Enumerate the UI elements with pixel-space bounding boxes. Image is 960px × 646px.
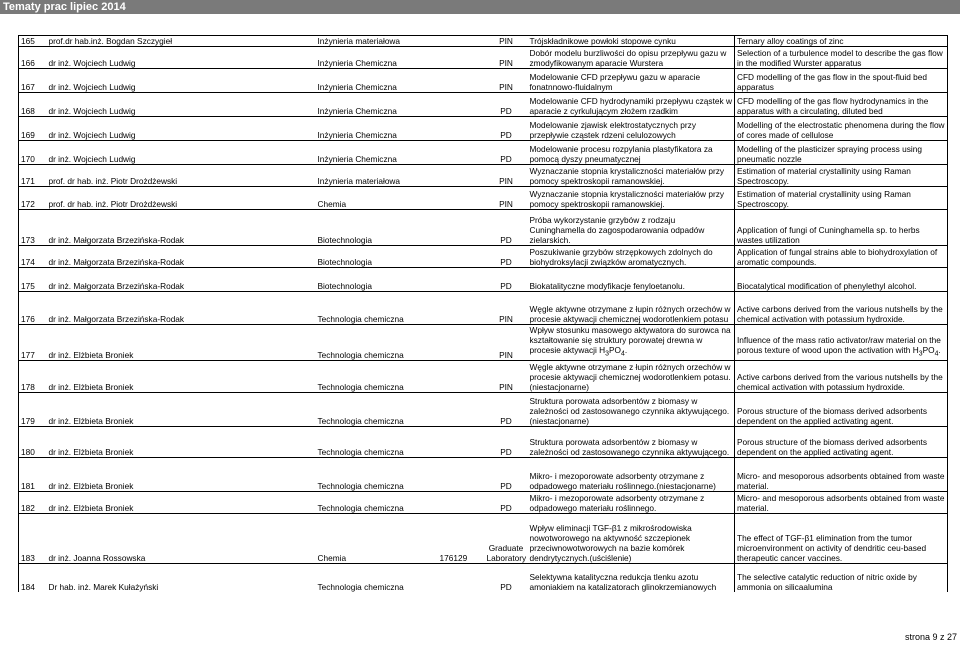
row-number: 179 <box>19 393 47 427</box>
field-of-study: Technologia chemiczna <box>316 427 438 458</box>
row-number: 170 <box>19 141 47 165</box>
row-number: 167 <box>19 69 47 93</box>
title-polish: Próba wykorzystanie grzybów z rodzaju Cuninghamella do zagospodarowania odpadów zielarskich. <box>528 210 735 246</box>
field-of-study: Biotechnologia <box>316 268 438 292</box>
row-number: 174 <box>19 246 47 268</box>
supervisor: prof. dr hab. inż. Piotr Drożdżewski <box>47 165 316 187</box>
title-english: Influence of the mass ratio activator/raw material on the porous texture of wood upon the activation with $H_3PO_4$. <box>735 325 948 361</box>
table-row <box>19 69 948 93</box>
field-of-study: Biotechnologia <box>316 210 438 246</box>
supervisor: dr inż. Małgorzata Brzezińska-Rodak <box>47 292 316 325</box>
title-polish: Wyznaczanie stopnia krystaliczności materiałów przy pomocy spektroskopii ramanowskiej. <box>528 187 735 210</box>
row-number: 181 <box>19 458 47 492</box>
thesis-type: PD <box>485 393 528 427</box>
title-english: Biocatalytical modification of phenylethyl alcohol. <box>735 268 948 292</box>
thesis-type: PD <box>485 492 528 514</box>
title-polish: Struktura porowata adsorbentów z biomasy w zależności od zastosowanego czynnika aktywującego.(niestacjonarne) <box>528 393 735 427</box>
field-of-study: Technologia chemiczna <box>316 325 438 361</box>
student-id <box>438 117 485 141</box>
supervisor: dr inż. Elżbieta Broniek <box>47 492 316 514</box>
field-of-study: Technologia chemiczna <box>316 361 438 393</box>
thesis-type: PD <box>485 268 528 292</box>
table-row <box>19 393 948 427</box>
row-number: 182 <box>19 492 47 514</box>
thesis-type: PIN <box>485 325 528 361</box>
row-number: 176 <box>19 292 47 325</box>
field-of-study: Technologia chemiczna <box>316 492 438 514</box>
title-english: Micro- and mesoporous adsorbents obtained from waste material. <box>735 458 948 492</box>
field-of-study: Technologia chemiczna <box>316 458 438 492</box>
table-row <box>19 117 948 141</box>
thesis-type: PIN <box>485 47 528 69</box>
field-of-study: Inżynieria Chemiczna <box>316 93 438 117</box>
title-polish: Dobór modelu burzliwości do opisu przepływu gazu w zmodyfikowanym aparacie Wurstera <box>528 47 735 69</box>
thesis-type: PD <box>485 458 528 492</box>
thesis-type: PIN <box>485 361 528 393</box>
supervisor: dr inż. Małgorzata Brzezińska-Rodak <box>47 246 316 268</box>
thesis-type: PIN <box>485 292 528 325</box>
supervisor: prof.dr hab.inż. Bogdan Szczygieł <box>47 36 316 47</box>
supervisor: Dr hab. inż. Marek Kułażyński <box>47 564 316 592</box>
table-row <box>19 246 948 268</box>
table-row <box>19 458 948 492</box>
row-number: 173 <box>19 210 47 246</box>
title-english: Selection of a turbulence model to describe the gas flow in the modified Wurster apparatus <box>735 47 948 69</box>
supervisor: dr inż. Wojciech Ludwig <box>47 141 316 165</box>
student-id <box>438 187 485 210</box>
title-polish: Modelowanie procesu rozpylania plastyfikatora za pomocą dyszy pneumatycznej <box>528 141 735 165</box>
title-english: Modelling of the plasticizer spraying process using pneumatic nozzle <box>735 141 948 165</box>
title-polish: Mikro- i mezoporowate adsorbenty otrzymane z odpadowego materiału roślinnego.(niestacjonarne) <box>528 458 735 492</box>
title-polish: Węgle aktywne otrzymane z łupin różnych orzechów w procesie aktywacji chemicznej wodorotlenkiem potasu <box>528 292 735 325</box>
table-row <box>19 47 948 69</box>
title-polish: Biokatalityczne modyfikacje fenyloetanolu. <box>528 268 735 292</box>
title-english: Active carbons derived from the various nutshells by the chemical activation with potassium hydroxide. <box>735 361 948 393</box>
title-english: Estimation of material crystallinity using Raman Spectroscopy. <box>735 187 948 210</box>
thesis-type: PD <box>485 564 528 592</box>
student-id <box>438 492 485 514</box>
field-of-study: Technologia chemiczna <box>316 292 438 325</box>
table-row <box>19 165 948 187</box>
table-row <box>19 93 948 117</box>
title-english: Micro- and mesoporous adsorbents obtained from waste material. <box>735 492 948 514</box>
supervisor: dr inż. Małgorzata Brzezińska-Rodak <box>47 268 316 292</box>
theses-table <box>18 35 948 592</box>
supervisor: dr inż. Elżbieta Broniek <box>47 325 316 361</box>
title-polish: Struktura porowata adsorbentów z biomasy w zależności od zastosowanego czynnika aktywującego. <box>528 427 735 458</box>
row-number: 175 <box>19 268 47 292</box>
page-number: strona 9 z 27 <box>905 632 958 642</box>
title-english: Porous structure of the biomass derived adsorbents dependent on the applied activating agent. <box>735 393 948 427</box>
student-id <box>438 393 485 427</box>
supervisor: dr inż. Wojciech Ludwig <box>47 117 316 141</box>
supervisor: dr inż. Elżbieta Broniek <box>47 361 316 393</box>
supervisor: dr inż. Elżbieta Broniek <box>47 458 316 492</box>
title-polish: Modelowanie CFD przepływu gazu w aparacie fonatnnowo-fluidalnym <box>528 69 735 93</box>
table-row <box>19 187 948 210</box>
field-of-study: Chemia <box>316 514 438 564</box>
supervisor: dr inż. Elżbieta Broniek <box>47 427 316 458</box>
field-of-study: Technologia chemiczna <box>316 564 438 592</box>
thesis-type: PIN <box>485 165 528 187</box>
student-id <box>438 246 485 268</box>
student-id <box>438 69 485 93</box>
table-row <box>19 427 948 458</box>
title-english: Application of fungi of Cuninghamella sp. to herbs wastes utilization <box>735 210 948 246</box>
row-number: 168 <box>19 93 47 117</box>
table-row <box>19 268 948 292</box>
table-row <box>19 492 948 514</box>
row-number: 180 <box>19 427 47 458</box>
student-id <box>438 361 485 393</box>
row-number: 184 <box>19 564 47 592</box>
row-number: 166 <box>19 47 47 69</box>
student-id <box>438 268 485 292</box>
row-number: 178 <box>19 361 47 393</box>
title-polish: Wpływ stosunku masowego aktywatora do surowca na kształtowanie się struktury porowatej drewna w procesie aktywacji $H_3PO_4$. <box>528 325 735 361</box>
student-id <box>438 93 485 117</box>
thesis-type: PIN <box>485 187 528 210</box>
row-number: 165 <box>19 36 47 47</box>
supervisor: dr inż. Elżbieta Broniek <box>47 393 316 427</box>
thesis-type: Graduate Laboratory <box>485 514 528 564</box>
student-id <box>438 210 485 246</box>
thesis-type: PD <box>485 117 528 141</box>
student-id <box>438 292 485 325</box>
thesis-type: PD <box>485 141 528 165</box>
table-row <box>19 36 948 47</box>
title-english: The selective catalytic reduction of nitric oxide by ammonia on silicaalumina <box>735 564 948 592</box>
row-number: 169 <box>19 117 47 141</box>
document-header-bar <box>0 0 960 14</box>
title-polish: Wyznaczanie stopnia krystaliczności materiałów przy pomocy spektroskopii ramanowskiej. <box>528 165 735 187</box>
row-number: 183 <box>19 514 47 564</box>
student-id <box>438 165 485 187</box>
row-number: 177 <box>19 325 47 361</box>
student-id <box>438 325 485 361</box>
title-english: Porous structure of the biomass derived adsorbents dependent on the applied activating agent. <box>735 427 948 458</box>
title-english: Ternary alloy coatings of zinc <box>735 36 948 47</box>
table-row <box>19 210 948 246</box>
field-of-study: Technologia chemiczna <box>316 393 438 427</box>
supervisor: dr inż. Wojciech Ludwig <box>47 69 316 93</box>
row-number: 171 <box>19 165 47 187</box>
thesis-type: PIN <box>485 69 528 93</box>
title-polish: Poszukiwanie grzybów strzępkowych zdolnych do biohydroksylacji związków aromatycznych. <box>528 246 735 268</box>
title-english: The effect of TGF-β1 elimination from the tumor microenvironment on activity of dendritic ceu-based therapeutic cancer vaccines. <box>735 514 948 564</box>
student-id <box>438 47 485 69</box>
row-number: 172 <box>19 187 47 210</box>
table-row <box>19 361 948 393</box>
title-polish: Węgle aktywne otrzymane z łupin różnych orzechów w procesie aktywacji chemicznej wodorotlenkiem potasu.(niestacjonarne) <box>528 361 735 393</box>
supervisor: dr inż. Małgorzata Brzezińska-Rodak <box>47 210 316 246</box>
thesis-type: PIN <box>485 36 528 47</box>
student-id: 176129 <box>438 514 485 564</box>
title-english: Active carbons derived from the various nutshells by the chemical activation with potassium hydroxide. <box>735 292 948 325</box>
title-polish: Mikro- i mezoporowate adsorbenty otrzymane z odpadowego materiału roślinnego. <box>528 492 735 514</box>
field-of-study: Inżynieria Chemiczna <box>316 117 438 141</box>
title-polish: Modelowanie CFD hydrodynamiki przepływu cząstek w aparacie z cyrkulującym złożem rzadkim <box>528 93 735 117</box>
supervisor: dr inż. Wojciech Ludwig <box>47 47 316 69</box>
supervisor: prof. dr hab. inż. Piotr Drożdżewski <box>47 187 316 210</box>
title-polish: Selektywna katalityczna redukcja tlenku azotu amoniakiem na katalizatorach glinokrzemianowych <box>528 564 735 592</box>
field-of-study: Biotechnologia <box>316 246 438 268</box>
theses-table-body <box>19 36 948 592</box>
student-id <box>438 427 485 458</box>
title-english: CFD modelling of the gas flow in the spout-fluid bed apparatus <box>735 69 948 93</box>
title-polish: Modelowanie zjawisk elektrostatycznych przy przepływie cząstek rdzeni celulozowych <box>528 117 735 141</box>
field-of-study: Chemia <box>316 187 438 210</box>
table-row <box>19 325 948 361</box>
table-row <box>19 141 948 165</box>
title-english: Application of fungal strains able to biohydroxylation of aromatic compounds. <box>735 246 948 268</box>
title-english: CFD modelling of the gas flow hydrodynamics in the apparatus with a circulating, diluted bed <box>735 93 948 117</box>
student-id <box>438 564 485 592</box>
thesis-type: PD <box>485 246 528 268</box>
student-id <box>438 36 485 47</box>
student-id <box>438 141 485 165</box>
title-polish: Trójskładnikowe powłoki stopowe cynku <box>528 36 735 47</box>
student-id <box>438 458 485 492</box>
field-of-study: Inżynieria materiałowa <box>316 165 438 187</box>
supervisor: dr inż. Joanna Rossowska <box>47 514 316 564</box>
supervisor: dr inż. Wojciech Ludwig <box>47 93 316 117</box>
table-row <box>19 292 948 325</box>
thesis-type: PD <box>485 210 528 246</box>
field-of-study: Inżynieria Chemiczna <box>316 69 438 93</box>
title-english: Estimation of material crystallinity using Raman Spectroscopy. <box>735 165 948 187</box>
table-row <box>19 564 948 592</box>
title-english: Modelling of the electrostatic phenomena during the flow of cores made of cellulose <box>735 117 948 141</box>
title-polish: Wpływ eliminacji TGF-β1 z mikrośrodowiska nowotworowego na aktywność szczepionek przeciwnowotworowych na bazie komórek dendrytycznych.(uściślenie) <box>528 514 735 564</box>
field-of-study: Inżynieria Chemiczna <box>316 47 438 69</box>
table-row <box>19 514 948 564</box>
thesis-type: PD <box>485 93 528 117</box>
field-of-study: Inżynieria Chemiczna <box>316 141 438 165</box>
document-title: Tematy prac lipiec 2014 <box>3 1 126 13</box>
field-of-study: Inżynieria materiałowa <box>316 36 438 47</box>
thesis-type: PD <box>485 427 528 458</box>
